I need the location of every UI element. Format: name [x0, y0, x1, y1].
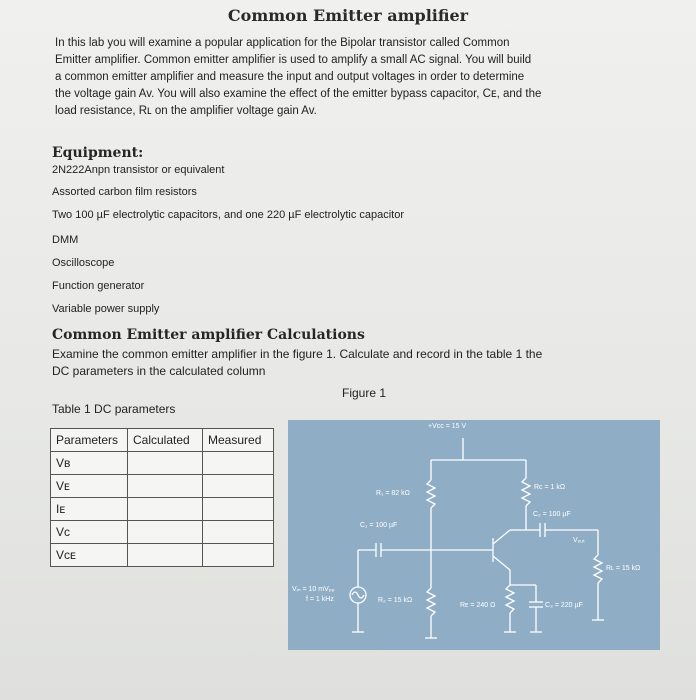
rc-label: Rᴄ = 1 kΩ — [534, 484, 566, 491]
table-header-cell: Measured — [203, 429, 274, 452]
table-row — [51, 452, 274, 475]
intro-line: In this lab you will examine a popular application for the Bipolar transistor called Common — [55, 37, 510, 49]
table-cell[interactable] — [128, 521, 203, 544]
circuit-schematic — [288, 420, 660, 650]
table-caption: Table 1 DC parameters — [52, 402, 176, 416]
table-cell: Vc — [51, 521, 128, 544]
table-cell: Vʙ — [51, 452, 128, 475]
equipment-item: Assorted carbon film resistors — [52, 186, 197, 198]
table-cell[interactable] — [128, 544, 203, 567]
vcc-label: +Vᴄᴄ = 15 V — [428, 423, 467, 430]
table-cell[interactable] — [203, 544, 274, 567]
dc-parameters-table — [50, 428, 274, 567]
table-cell: Iᴇ — [51, 498, 128, 521]
table-cell: Vcᴇ — [51, 544, 128, 567]
table-cell[interactable] — [128, 498, 203, 521]
re-label: Rᴇ = 240 Ω — [460, 602, 496, 609]
c1-label: C₁ = 100 µF — [360, 522, 398, 529]
equipment-heading: Equipment: — [52, 145, 144, 161]
instruction-line: Examine the common emitter amplifier in the figure 1. Calculate and record in the table 1 the — [52, 347, 543, 361]
figure-label: Figure 1 — [342, 386, 387, 400]
table-cell[interactable] — [128, 475, 203, 498]
table-cell[interactable] — [203, 521, 274, 544]
r1-resistor — [427, 480, 435, 508]
table-header-row — [51, 429, 274, 452]
r2-label: R₂ = 15 kΩ — [378, 597, 413, 604]
table-row — [51, 544, 274, 567]
table-row — [51, 521, 274, 544]
re-resistor — [506, 585, 514, 613]
vout-label: Vₒᵤₜ — [573, 537, 586, 544]
circuit-diagram — [288, 420, 660, 650]
rl-label: Rʟ = 15 kΩ — [606, 565, 641, 572]
r1-label: R₁ = 82 kΩ — [376, 490, 410, 497]
rc-resistor — [522, 478, 530, 506]
intro-paragraph — [55, 35, 615, 120]
intro-line: load resistance, Rʟ on the amplifier voltage gain Av. — [55, 105, 317, 117]
rl-resistor — [594, 555, 602, 583]
intro-line: Emitter amplifier. Common emitter amplifier is used to amplify a small AC signal. You will build — [55, 54, 532, 66]
c2-label: C₂ = 100 µF — [533, 511, 571, 518]
calculations-instruction — [52, 346, 612, 380]
intro-line: the voltage gain Av. You will also examine the effect of the emitter bypass capacitor, Cᴇ, and the — [55, 88, 542, 100]
table-header-cell: Parameters — [51, 429, 128, 452]
calculations-heading: Common Emitter amplifier Calculations — [52, 327, 365, 343]
r2-resistor — [427, 588, 435, 616]
table-cell[interactable] — [203, 498, 274, 521]
equipment-item: Variable power supply — [52, 303, 160, 315]
ac-source-wave — [352, 592, 364, 598]
equipment-item: Two 100 µF electrolytic capacitors, and one 220 µF electrolytic capacitor — [52, 209, 405, 221]
c3-label: C₃ = 220 µF — [545, 602, 583, 609]
table-cell[interactable] — [203, 475, 274, 498]
table-cell[interactable] — [203, 452, 274, 475]
table-header-cell: Calculated — [128, 429, 203, 452]
table-row — [51, 475, 274, 498]
intro-line: a common emitter amplifier and measure the input and output voltages in order to determine — [55, 71, 525, 83]
freq-label: f = 1 kHz — [306, 596, 334, 603]
equipment-item: Function generator — [52, 280, 145, 292]
equipment-item: 2N222Anpn transistor or equivalent — [52, 164, 225, 176]
equipment-item: Oscilloscope — [52, 257, 115, 269]
equipment-item: DMM — [52, 234, 79, 246]
transistor-emitter — [493, 556, 510, 570]
transistor-collector — [493, 530, 510, 544]
table-cell[interactable] — [128, 452, 203, 475]
table-row — [51, 498, 274, 521]
vin-label: Vᵢₙ = 10 mVₚₚ — [292, 586, 335, 593]
table-cell: Vᴇ — [51, 475, 128, 498]
instruction-line: DC parameters in the calculated column — [52, 364, 266, 378]
page-title: Common Emitter amplifier — [227, 6, 469, 25]
